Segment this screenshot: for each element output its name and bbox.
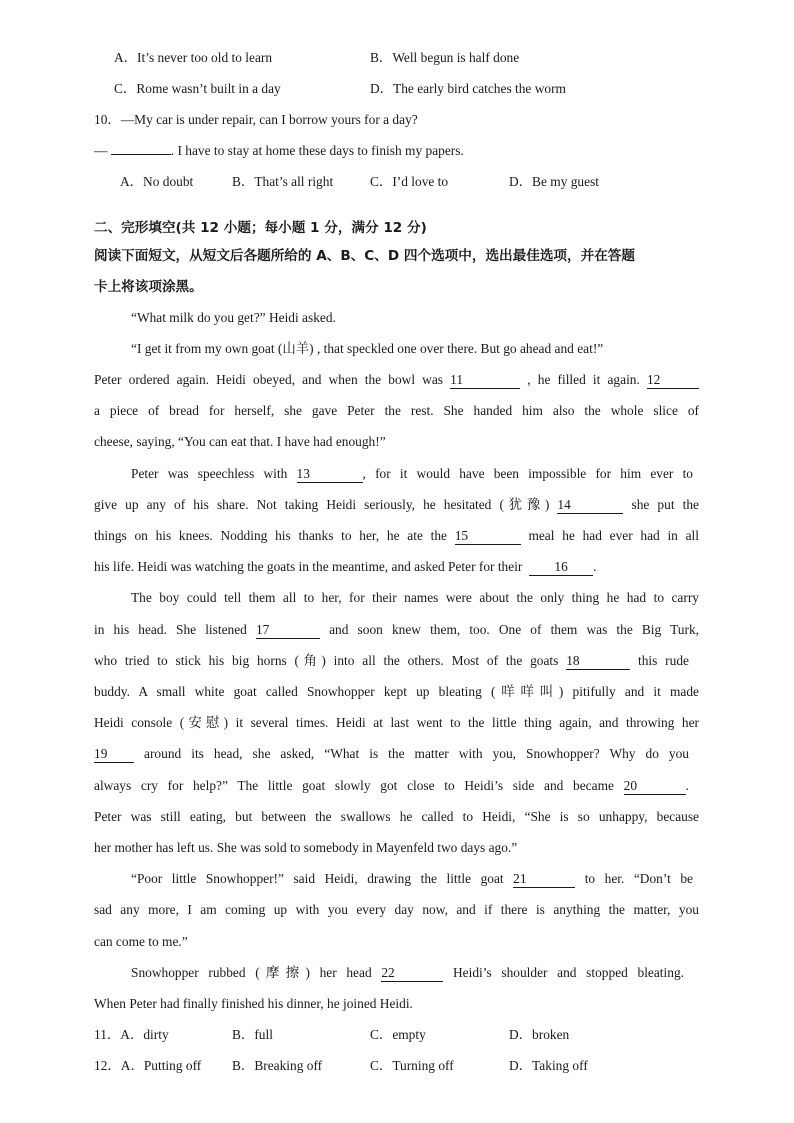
section-instruction-2: 卡上将该项涂黑。 [94,279,203,295]
q12-option-c: C．Turning off [370,1058,454,1073]
passage-line: “What milk do you get?” Heidi asked. [131,310,336,325]
q10-option-c: C．I’d love to [370,174,449,189]
passage-line: her mother has left us. She was sold to somebody in Mayenfeld two days ago.” [94,840,518,855]
blank-20: 20 [624,778,686,795]
passage-line: a piece of bread for herself, she gave Peter the rest. She handed him also the whole slice of [94,403,699,418]
q11-option-c: C．empty [370,1027,426,1042]
passage-line: give up any of his share. Not taking Heidi seriously, he hesitated (犹豫) 14 she put the [94,497,699,512]
blank-15: 15 [455,528,521,545]
passage-line: Peter was speechless with 13 , for it would have been impossible for him ever to [131,466,693,481]
passage-line: Peter was still eating, but between the swallows he called to Heidi, “She is so unhappy, because [94,809,699,824]
q12-option-b: B．Breaking off [232,1058,323,1073]
q12-option-d: D．Taking off [509,1058,588,1073]
passage-line: who tried to stick his big horns (角) into all the others. Most of the goats 18 this rude [94,653,689,668]
blank-19: 19 [94,746,134,763]
q12-option-a: 12．A．Putting off [94,1058,202,1073]
q10-blank [111,154,171,155]
passage-line: things on his knees. Nodding his thanks to her, he ate the 15 meal he had ever had in all [94,528,699,543]
passage-line: Snowhopper rubbed (摩擦) her head 22 Heidi’s shoulder and stopped bleating. [131,965,684,980]
blank-14: 14 [557,497,623,514]
q9-option-b: B．Well begun is half done [370,50,520,65]
q10-reply-prefix: — [94,143,111,158]
passage-line: Heidi console (安慰) it several times. Heidi at last went to the little thing again, and throwing her [94,715,699,730]
section-title: 二、完形填空(共 12 小题；每小题 1 分，满分 12 分) [94,220,427,236]
passage-line: The boy could tell them all to her, for their names were about the only thing he had to carry [131,590,699,605]
passage-line: his life. Heidi was watching the goats in the meantime, and asked Peter for their 16 . [94,559,597,574]
blank-12: 12 [647,372,699,389]
passage-line: cheese, saying, “You can eat that. I have had enough!” [94,434,386,449]
passage-line: in his head. She listened 17 and soon knew them, too. One of them was the Big Turk, [94,622,699,637]
q11-option-b: B．full [232,1027,273,1042]
passage-line: 19 around its head, she asked, “What is the matter with you, Snowhopper? Why do you [94,746,689,761]
section-instruction-1: 阅读下面短文，从短文后各题所给的 A、B、C、D 四个选项中，选出最佳选项，并在答题 [94,248,635,264]
passage-line: always cry for help?” The little goat slowly got close to Heidi’s side and became 20 . [94,778,689,793]
passage-line: sad any more, I am coming up with you every day now, and if there is anything the matter, you [94,902,699,917]
passage-line: Peter ordered again. Heidi obeyed, and when the bowl was 11 , he filled it again. 12 [94,370,699,390]
q10-option-a: A．No doubt [120,174,194,189]
q9-option-d: D．The early bird catches the worm [370,81,566,96]
q11-option-d: D．broken [509,1027,570,1042]
q9-option-c: C．Rome wasn’t built in a day [114,81,281,96]
blank-11: 11 [450,372,520,389]
blank-22: 22 [381,965,443,982]
passage-line: buddy. A small white goat called Snowhopper kept up bleating (咩咩叫) pitifully and it made [94,684,699,699]
passage-line: “I get it from my own goat (山羊) , that speckled one over there. But go ahead and eat!” [131,341,604,356]
q10-option-b: B．That’s all right [232,174,334,189]
blank-17: 17 [256,622,320,639]
q11-option-a: 11．A．dirty [94,1027,169,1042]
passage-line: When Peter had finally finished his dinner, he joined Heidi. [94,996,413,1011]
blank-18: 18 [566,653,630,670]
passage-line: can come to me.” [94,934,188,949]
q10-reply [94,141,464,161]
q9-option-a: A．It’s never too old to learn [114,50,273,65]
q10-option-d: D．Be my guest [509,174,600,189]
passage-line: “Poor little Snowhopper!” said Heidi, drawing the little goat 21 to her. “Don’t be [131,871,693,886]
blank-21: 21 [513,871,575,888]
blank-16: 16 [529,559,593,576]
q10-stem: 10．—My car is under repair, can I borrow yours for a day? [94,112,418,127]
q10-reply-suffix: . I have to stay at home these days to finish my papers. [170,143,464,158]
blank-13: 13 [297,466,363,483]
